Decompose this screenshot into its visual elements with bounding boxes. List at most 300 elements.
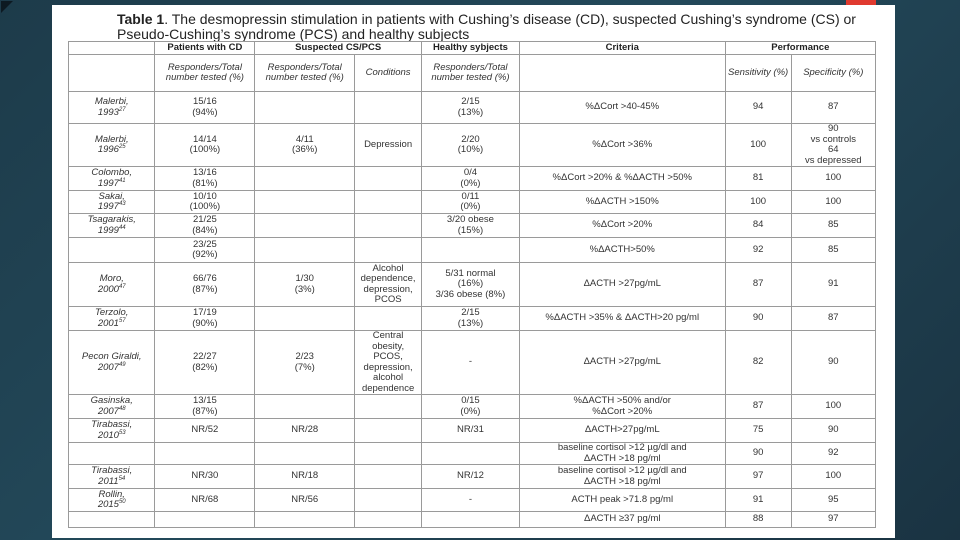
cell-line: 90: [827, 356, 839, 368]
cell-line: 92: [827, 447, 839, 459]
cell-criteria: [519, 238, 725, 263]
cell-reference: [69, 214, 155, 238]
cell-specificity: [791, 419, 875, 443]
cell-line: %ΔCort >20%: [592, 219, 653, 231]
cell-line: -: [468, 493, 473, 505]
cell-healthy: [422, 331, 520, 395]
table-row: [69, 419, 876, 443]
cell-conditions: [355, 331, 422, 395]
cell-line: (100%): [189, 201, 221, 212]
citation-number: 57: [118, 317, 126, 324]
cell-line: 100: [825, 195, 842, 207]
cell-line: 17/19: [192, 307, 217, 318]
reference-author: Pecon Giraldi,: [81, 351, 142, 362]
cell-criteria: [519, 331, 725, 395]
year-text: 1997: [97, 177, 119, 189]
cell-line: NR/12: [456, 470, 484, 482]
cell-cs: [255, 307, 355, 331]
cell-conditions: [355, 307, 422, 331]
cell-healthy: [422, 124, 520, 167]
desmopressin-table: [68, 41, 876, 528]
cell-line: (90%): [192, 317, 218, 329]
cell-line: 2/20: [461, 133, 480, 145]
subheader-conditions: Conditions: [355, 55, 422, 92]
cell-line: 64: [827, 144, 839, 155]
cell-line: 87: [752, 400, 764, 412]
cell-line: 13/16: [192, 167, 217, 178]
table-row: [69, 512, 876, 528]
cell-line: NR/28: [291, 424, 319, 436]
cell-line: (0%): [460, 405, 481, 417]
cell-criteria: [519, 395, 725, 419]
citation-number: 47: [118, 283, 126, 290]
cell-criteria: [519, 263, 725, 307]
cell-line: ΔACTH ≥37 pg/ml: [584, 513, 661, 525]
cell-sensitivity: [725, 214, 791, 238]
cell-sensitivity: [725, 124, 791, 167]
cell-line: dependence: [361, 382, 415, 394]
cell-healthy: [422, 419, 520, 443]
year-text: 1996: [97, 144, 119, 155]
cell-conditions: [355, 214, 422, 238]
cell-cd: [155, 238, 255, 263]
table-row: [69, 307, 876, 331]
cell-healthy: [422, 443, 520, 465]
header-performance: Performance: [725, 42, 875, 55]
cell-healthy: [422, 263, 520, 307]
reference-author: Tirabassi,: [91, 419, 133, 430]
citation-number: 43: [118, 200, 126, 207]
cell-line: (87%): [192, 283, 218, 295]
cell-line: %ΔACTH >35% & ΔACTH>20 pg/ml: [545, 312, 700, 324]
cell-conditions: [355, 512, 422, 528]
cell-line: %ΔCort >20%: [592, 405, 653, 417]
cell-specificity: [791, 124, 875, 167]
cell-line: 81: [752, 172, 764, 184]
citation-number: 48: [118, 405, 126, 412]
cell-line: vs depressed: [805, 154, 862, 166]
cell-specificity: [791, 214, 875, 238]
cell-reference: [69, 263, 155, 307]
cell-specificity: [791, 191, 875, 214]
reference-author: Terzolo,: [95, 307, 129, 318]
cell-reference: [69, 307, 155, 331]
cell-cs: [255, 92, 355, 124]
citation-number: 49: [118, 361, 126, 368]
cell-cd: [155, 307, 255, 331]
citation-number: 53: [118, 429, 126, 436]
citation-number: 50: [118, 498, 126, 505]
subheader-cd: Responders/Total number tested (%): [155, 55, 255, 92]
reference-year: [71, 500, 152, 511]
cell-line: Depression: [364, 138, 413, 150]
cell-line: 2/15: [461, 307, 480, 318]
table-document: [52, 5, 895, 538]
cell-line: Alcohol: [372, 262, 404, 274]
subheader-sensitivity: Sensitivity (%): [725, 55, 791, 92]
cell-line: NR/18: [291, 470, 319, 482]
cell-line: ΔACTH >27pg/mL: [583, 278, 661, 290]
cell-line: 100: [825, 470, 842, 482]
cell-line: (36%): [292, 144, 318, 155]
table-row: [69, 263, 876, 307]
cell-line: (10%): [457, 144, 484, 155]
reference-author: Colombo,: [91, 167, 133, 178]
header-criteria: Criteria: [519, 42, 725, 55]
cell-line: ΔACTH>27pg/mL: [584, 424, 660, 436]
cell-line: 0/4: [463, 167, 478, 178]
cell-line: Central obesity,: [372, 330, 405, 352]
cell-sensitivity: [725, 395, 791, 419]
cell-line: 3/20 obese: [446, 214, 494, 225]
year-text: 1999: [97, 224, 119, 236]
cell-line: 90: [752, 447, 764, 459]
cell-cs: [255, 489, 355, 512]
year-text: 2007: [97, 405, 119, 417]
reference-author: Moro,: [99, 273, 124, 284]
cell-line: (0%): [460, 177, 481, 189]
cell-line: 3/36 obese (8%): [435, 288, 506, 300]
cell-sensitivity: [725, 419, 791, 443]
cell-line: %ΔACTH>50%: [589, 243, 655, 255]
table-row: [69, 395, 876, 419]
caption-label: Table 1: [117, 11, 165, 27]
cell-cd: [155, 124, 255, 167]
cell-line: 87: [752, 278, 764, 290]
citation-number: 44: [118, 224, 126, 231]
cell-reference: [69, 489, 155, 512]
cell-healthy: [422, 214, 520, 238]
cell-line: 75: [752, 424, 764, 436]
cell-line: (100%): [189, 144, 221, 155]
cell-line: NR/56: [291, 493, 319, 505]
cell-line: 84: [752, 219, 764, 231]
cell-specificity: [791, 331, 875, 395]
cell-sensitivity: [725, 238, 791, 263]
cell-conditions: [355, 443, 422, 465]
cell-reference: [69, 331, 155, 395]
reference-year: [71, 363, 152, 374]
cell-line: 4/11: [295, 133, 314, 145]
cell-line: 91: [752, 493, 764, 505]
cell-line: 0/11: [461, 190, 480, 202]
cell-line: NR/31: [456, 424, 484, 436]
cell-cs: [255, 419, 355, 443]
cell-specificity: [791, 512, 875, 528]
cell-line: NR/68: [191, 493, 219, 505]
cell-line: 0/15: [461, 395, 480, 406]
cell-cs: [255, 191, 355, 214]
cell-criteria: [519, 191, 725, 214]
cell-conditions: [355, 263, 422, 307]
cell-line: (81%): [192, 177, 218, 189]
cell-line: 92: [752, 243, 764, 255]
cell-line: 2/15: [461, 96, 480, 107]
cell-line: 94: [752, 101, 764, 113]
cell-line: 15/16: [192, 96, 217, 107]
cell-line: baseline cortisol >12 µg/dl and: [557, 442, 687, 453]
table-row: [69, 191, 876, 214]
cell-conditions: [355, 395, 422, 419]
cell-sensitivity: [725, 92, 791, 124]
year-text: 2015: [97, 499, 119, 510]
subheader-healthy: Responders/Total number tested (%): [422, 55, 520, 92]
cell-cd: [155, 214, 255, 238]
cell-line: depression,: [363, 361, 413, 373]
cell-specificity: [791, 443, 875, 465]
cell-line: 85: [827, 219, 839, 231]
reference-year: [71, 226, 152, 237]
cell-cs: [255, 512, 355, 528]
cell-conditions: [355, 465, 422, 489]
reference-author: Rollin,: [98, 488, 125, 500]
cell-line: 90: [752, 312, 764, 324]
cell-reference: [69, 191, 155, 214]
cell-reference: [69, 395, 155, 419]
cell-line: 13/15: [192, 395, 217, 406]
cell-line: 23/25: [192, 238, 217, 250]
cell-line: (13%): [457, 317, 484, 329]
cell-line: 100: [825, 400, 842, 412]
cell-line: (7%): [294, 361, 315, 373]
cell-reference: [69, 465, 155, 489]
cell-line: 66/76: [192, 273, 217, 284]
cell-criteria: [519, 465, 725, 489]
cell-line: (82%): [192, 361, 218, 373]
cell-line: 97: [827, 513, 839, 525]
table-row: [69, 238, 876, 263]
cell-line: (94%): [192, 106, 218, 118]
cell-cs: [255, 124, 355, 167]
reference-author: Tsagarakis,: [87, 214, 136, 225]
cell-specificity: [791, 465, 875, 489]
caption-text: . The desmopressin stimulation in patients with Cushing’s disease (CD), suspected Cushing’s syndrome (CS) or Pseudo-Cushing’s syndrome (PCS) and healthy subjects: [117, 11, 856, 42]
cell-specificity: [791, 167, 875, 191]
cell-cd: [155, 263, 255, 307]
cell-line: 88: [752, 513, 764, 525]
cell-cd: [155, 331, 255, 395]
reference-year: [71, 145, 152, 156]
header-healthy: Healthy sybjects: [422, 42, 520, 55]
cell-cd: [155, 512, 255, 528]
cell-line: 100: [750, 138, 767, 150]
cell-specificity: [791, 395, 875, 419]
cell-specificity: [791, 92, 875, 124]
cell-line: 97: [752, 470, 764, 482]
cell-line: NR/30: [191, 470, 219, 482]
cell-line: 1/30: [295, 273, 314, 284]
cell-sensitivity: [725, 331, 791, 395]
cell-cs: [255, 263, 355, 307]
cell-healthy: [422, 489, 520, 512]
year-text: 1997: [97, 201, 119, 212]
cell-specificity: [791, 489, 875, 512]
cell-sensitivity: [725, 263, 791, 307]
cell-sensitivity: [725, 307, 791, 331]
cell-sensitivity: [725, 489, 791, 512]
reference-author: Malerbi,: [94, 96, 129, 107]
cell-cs: [255, 238, 355, 263]
citation-number: 27: [118, 106, 126, 113]
cell-conditions: [355, 167, 422, 191]
subheader-cs: Responders/Total number tested (%): [255, 55, 355, 92]
cell-specificity: [791, 238, 875, 263]
cell-sensitivity: [725, 465, 791, 489]
cell-cd: [155, 191, 255, 214]
cell-line: 100: [825, 172, 842, 184]
cell-cd: [155, 443, 255, 465]
table-row: [69, 489, 876, 512]
cell-line: 95: [827, 493, 839, 505]
header-cs: Suspected CS/PCS: [255, 42, 422, 55]
year-text: 2000: [97, 283, 119, 295]
table-row: [69, 331, 876, 395]
cell-line: 22/27: [192, 351, 217, 362]
reference-author: Gasinska,: [90, 395, 133, 406]
reference-author: Malerbi,: [94, 133, 129, 145]
cell-cd: [155, 167, 255, 191]
cell-line: (13%): [457, 106, 484, 118]
cell-line: 90: [827, 123, 839, 134]
cell-reference: [69, 238, 155, 263]
cell-line: ΔACTH >27pg/mL: [583, 356, 661, 368]
cell-healthy: [422, 238, 520, 263]
year-text: 2007: [97, 361, 119, 373]
corner-triangle-icon: [1, 1, 13, 13]
table-row: [69, 465, 876, 489]
cell-line: ΔACTH >18 pg/ml: [583, 475, 661, 487]
subheader-row: [69, 55, 876, 92]
cell-line: PCOS,: [373, 351, 403, 362]
cell-line: %ΔCort >40-45%: [585, 101, 660, 113]
cell-reference: [69, 167, 155, 191]
cell-line: -: [468, 356, 473, 368]
year-text: 1993: [97, 106, 119, 118]
cell-cs: [255, 443, 355, 465]
cell-line: 5/31 normal: [445, 267, 496, 279]
cell-sensitivity: [725, 443, 791, 465]
cell-line: 100: [750, 195, 767, 207]
citation-number: 41: [118, 177, 126, 184]
table-row: [69, 124, 876, 167]
subheader-specificity: Specificity (%): [791, 55, 875, 92]
cell-healthy: [422, 307, 520, 331]
cell-line: %ΔCort >36%: [592, 138, 653, 150]
cell-cd: [155, 465, 255, 489]
cell-line: 90: [827, 424, 839, 436]
reference-year: [71, 407, 152, 418]
cell-cd: [155, 395, 255, 419]
cell-line: NR/52: [191, 424, 219, 436]
cell-reference: [69, 512, 155, 528]
header-empty: [69, 42, 155, 55]
table-row: [69, 167, 876, 191]
cell-healthy: [422, 92, 520, 124]
cell-criteria: [519, 419, 725, 443]
header-cd: Patients with CD: [155, 42, 255, 55]
cell-reference: [69, 443, 155, 465]
citation-number: 25: [118, 143, 126, 150]
cell-conditions: [355, 489, 422, 512]
cell-criteria: [519, 489, 725, 512]
cell-healthy: [422, 512, 520, 528]
cell-specificity: [791, 307, 875, 331]
table-row: [69, 443, 876, 465]
cell-line: (92%): [192, 249, 218, 260]
cell-line: %ΔACTH >50% and/or: [573, 395, 671, 406]
cell-line: %ΔCort >20% & %ΔACTH >50%: [552, 172, 692, 184]
cell-line: 91: [827, 278, 839, 290]
reference-year: [71, 108, 152, 119]
cell-line: depression,: [363, 283, 413, 295]
cell-line: (84%): [192, 224, 218, 236]
cell-line: 10/10: [192, 190, 217, 202]
cell-line: 21/25: [192, 214, 217, 225]
cell-healthy: [422, 465, 520, 489]
cell-cs: [255, 331, 355, 395]
table-row: [69, 214, 876, 238]
reference-year: [71, 179, 152, 190]
reference-year: [71, 477, 152, 488]
cell-reference: [69, 419, 155, 443]
table-row: [69, 92, 876, 124]
reference-year: [71, 319, 152, 330]
cell-criteria: [519, 443, 725, 465]
cell-line: alcohol: [373, 372, 404, 383]
cell-cs: [255, 167, 355, 191]
cell-line: dependence,: [360, 273, 416, 284]
year-text: 2011: [98, 475, 119, 487]
cell-healthy: [422, 167, 520, 191]
cell-line: 87: [827, 312, 839, 324]
cell-line: 85: [827, 243, 839, 255]
reference-author: Tirabassi,: [91, 465, 133, 476]
cell-sensitivity: [725, 191, 791, 214]
cell-conditions: [355, 238, 422, 263]
header-row: [69, 42, 876, 55]
cell-criteria: [519, 124, 725, 167]
cell-conditions: [355, 124, 422, 167]
cell-reference: [69, 92, 155, 124]
reference-author: Sakai,: [98, 190, 125, 202]
cell-line: PCOS: [374, 294, 402, 305]
table-body: [69, 92, 876, 528]
reference-year: [71, 285, 152, 296]
cell-line: (87%): [192, 405, 218, 417]
cell-conditions: [355, 191, 422, 214]
cell-conditions: [355, 419, 422, 443]
cell-specificity: [791, 263, 875, 307]
cell-line: baseline cortisol >12 µg/dl and: [557, 465, 687, 476]
reference-year: [71, 202, 152, 213]
cell-cd: [155, 489, 255, 512]
cell-line: vs controls: [810, 133, 856, 145]
year-text: 2001: [97, 317, 119, 329]
cell-line: (16%): [457, 278, 484, 290]
cell-criteria: [519, 307, 725, 331]
cell-criteria: [519, 512, 725, 528]
reference-year: [71, 431, 152, 442]
cell-cd: [155, 419, 255, 443]
cell-line: ACTH peak >71.8 pg/ml: [571, 493, 674, 505]
table-caption: [117, 12, 887, 42]
cell-criteria: [519, 92, 725, 124]
cell-line: 82: [752, 356, 764, 368]
cell-line: %ΔACTH >150%: [585, 195, 659, 207]
cell-criteria: [519, 167, 725, 191]
cell-reference: [69, 124, 155, 167]
cell-cs: [255, 395, 355, 419]
